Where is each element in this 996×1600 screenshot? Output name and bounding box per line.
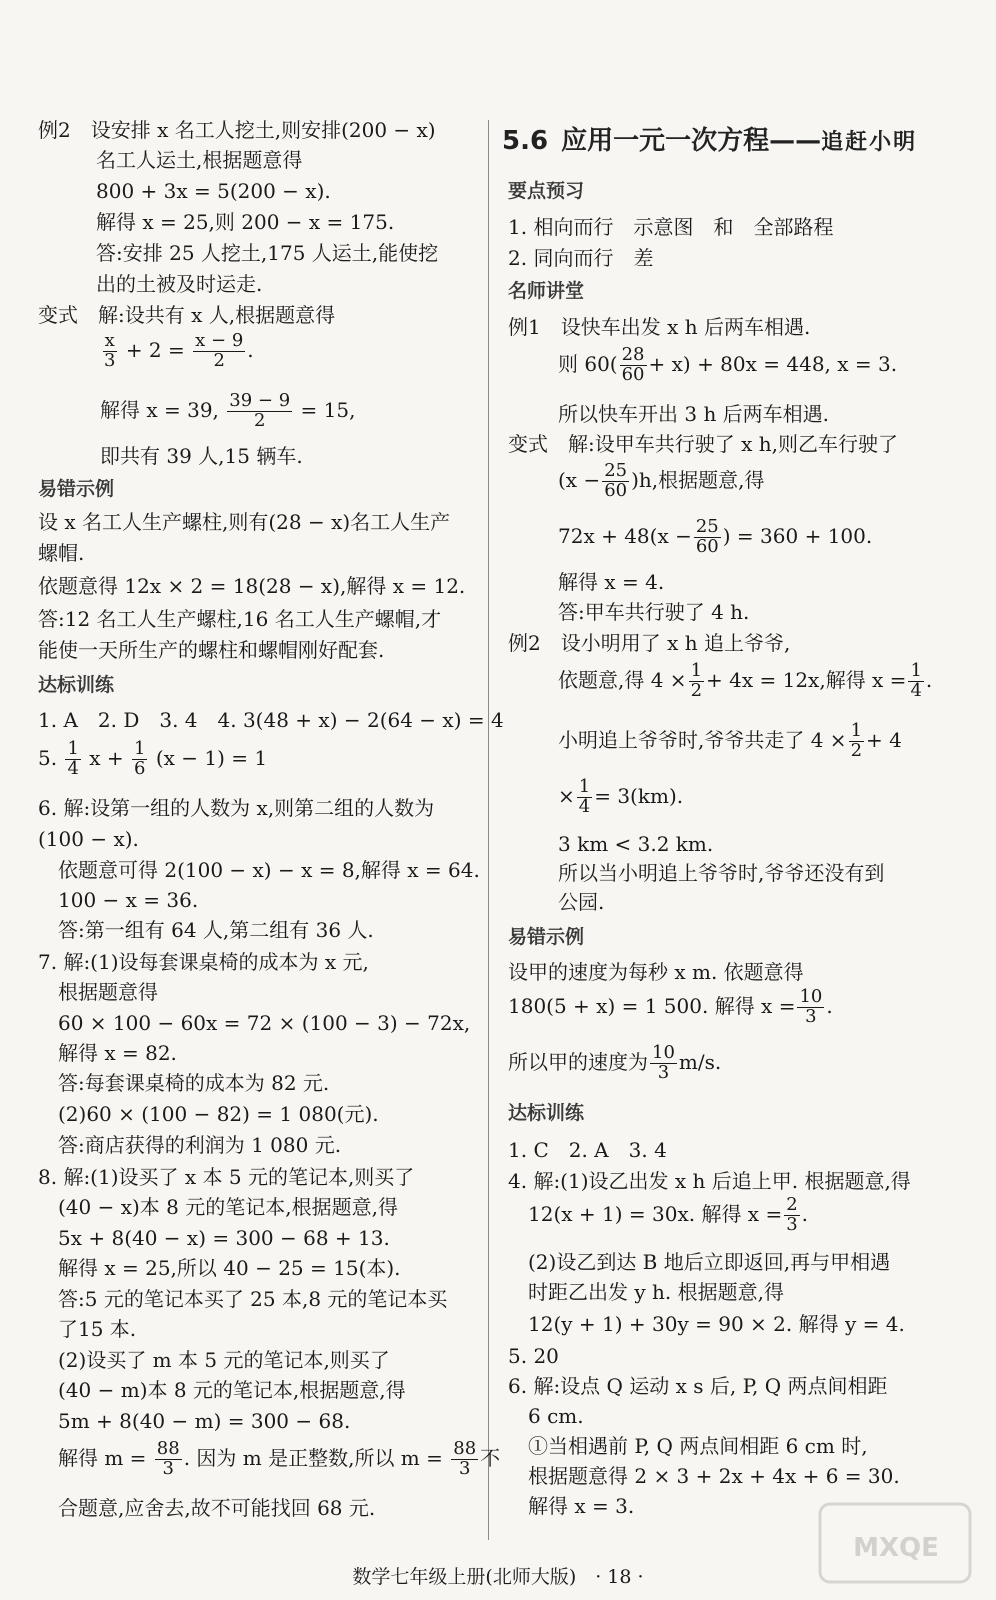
example2-line4: 解得 x = 25,则 200 − x = 175. [96, 210, 395, 234]
r-error-line1: 设甲的速度为每秒 x m. 依题意得 [508, 960, 804, 984]
preview-heading: 要点预习 [508, 180, 585, 202]
q7-line6: (2)60 × (100 − 82) = 1 080(元). [58, 1102, 379, 1126]
error-line3: 依题意得 12x × 2 = 18(28 − x),解得 x = 12. [38, 574, 466, 598]
q8-line5: 答:5 元的笔记本买了 25 本,8 元的笔记本买 [58, 1287, 448, 1311]
r-var-line4: 解得 x = 4. [558, 570, 665, 594]
r-ex2-line4: × $\frac{1}{4}$ = 3(km). [558, 776, 684, 817]
q8-solution: 解得 m = $\frac{88}{3}$ . 因为 m 是正整数,所以 m = $\frac{88}{3}$ 不 [58, 1438, 501, 1479]
preview-line1: 1. 相向而行 示意图 和 全部路程 [508, 215, 834, 239]
r-ex2-line3: 小明追上爷爷时,爷爷共走了 4 × $\frac{1}{2}$ + 4 [558, 720, 902, 761]
variant1-equation: $\frac{x}{3}$ + 2 = $\frac{x - 9}{2}$ . [104, 330, 254, 371]
example2-line5: 答:安排 25 人挖土,175 人运土,能使挖 [96, 241, 439, 265]
r-ex1-line1: 例1 设快车出发 x h 后两车相遇. [508, 315, 811, 339]
q6-line5: 答:第一组有 64 人,第二组有 36 人. [58, 918, 374, 942]
q7-line3: 60 × 100 − 60x = 72 × (100 − 3) − 72x, [58, 1011, 471, 1035]
q8-line7: (2)设买了 m 本 5 元的笔记本,则买了 [58, 1348, 390, 1372]
section-subtitle: 追赶小明 [821, 130, 918, 155]
q8-line8: (40 − m)本 8 元的笔记本,根据题意,得 [58, 1378, 406, 1402]
column-divider [488, 120, 489, 1540]
r-var-line5: 答:甲车共行驶了 4 h. [558, 600, 750, 624]
r-training-line7: 5. 20 [508, 1344, 559, 1368]
error-line4: 答:12 名工人生产螺柱,16 名工人生产螺帽,才 [38, 607, 442, 631]
q6-line4: 100 − x = 36. [58, 888, 199, 912]
training-answers-1-4: 1. A 2. D 3. 4 4. 3(48 + x) − 2(64 − x) = 4 [38, 708, 504, 732]
q8-line6: 了15 本. [58, 1317, 137, 1341]
section-main-title: 应用一元一次方程—— [561, 126, 822, 156]
section-title [502, 128, 917, 154]
q8-line1: 8. 解:(1)设买了 x 本 5 元的笔记本,则买了 [38, 1165, 415, 1189]
q7-line7: 答:商店获得的利润为 1 080 元. [58, 1133, 342, 1157]
q8-line2: (40 − x)本 8 元的笔记本,根据题意,得 [58, 1195, 398, 1219]
r-training-line8: 6. 解:设点 Q 运动 x s 后, P, Q 两点间相距 [508, 1374, 888, 1398]
training-heading: 达标训练 [38, 674, 115, 696]
example2-line1: 例2 设安排 x 名工人挖土,则安排(200 − x) [38, 118, 436, 142]
r-ex1-line3: 所以快车开出 3 h 后两车相遇. [558, 402, 830, 426]
r-training-heading: 达标训练 [508, 1102, 585, 1124]
r-error-line3: 所以甲的速度为 $\frac{10}{3}$ m/s. [508, 1042, 722, 1083]
variant1-line1: 变式 解:设共有 x 人,根据题意得 [38, 303, 336, 327]
q8-last: 合题意,应舍去,故不可能找回 68 元. [58, 1496, 376, 1520]
q7-line1: 7. 解:(1)设每套课桌椅的成本为 x 元, [38, 950, 369, 974]
r-ex2-line5: 3 km < 3.2 km. [558, 832, 714, 856]
r-training-line10: ①当相遇前 P, Q 两点间相距 6 cm 时, [528, 1434, 868, 1458]
q6-line2: (100 − x). [38, 827, 139, 851]
error-example-heading: 易错示例 [38, 478, 115, 500]
r-ex2-line7: 公园. [558, 890, 605, 914]
example2-line6: 出的土被及时运走. [96, 272, 263, 296]
r-var-line1: 变式 解:设甲车共行驶了 x h,则乙车行驶了 [508, 432, 898, 456]
r-var-line3: 72x + 48(x − $\frac{25}{60}$ ) = 360 + 100. [558, 516, 873, 557]
error-line2: 螺帽. [38, 541, 85, 565]
r-error-line2: 180(5 + x) = 1 500. 解得 x = $\frac{10}{3}$ . [508, 986, 833, 1027]
r-training-line5: 时距乙出发 y h. 根据题意,得 [528, 1280, 784, 1304]
svg-text:MXQE: MXQE [853, 1533, 939, 1563]
q8-line9: 5m + 8(40 − m) = 300 − 68. [58, 1409, 351, 1433]
example2-line2: 名工人运土,根据题意得 [96, 148, 303, 172]
r-training-line12: 解得 x = 3. [528, 1494, 635, 1518]
r-training-line9: 6 cm. [528, 1404, 584, 1428]
q6-line3: 依题意可得 2(100 − x) − x = 8,解得 x = 64. [58, 858, 480, 882]
q7-line2: 根据题意得 [58, 980, 158, 1004]
q7-line4: 解得 x = 82. [58, 1041, 177, 1065]
watermark-logo [816, 1498, 976, 1588]
example2-line3: 800 + 3x = 5(200 − x). [96, 179, 331, 203]
variant1-answer: 即共有 39 人,15 辆车. [100, 444, 303, 468]
q8-line3: 5x + 8(40 − x) = 300 − 68 + 13. [58, 1226, 390, 1250]
q6-line1: 6. 解:设第一组的人数为 x,则第二组的人数为 [38, 796, 435, 820]
r-training-line3: 12(x + 1) = 30x. 解得 x = $\frac{2}{3}$ . [528, 1194, 809, 1235]
r-var-line2: (x − $\frac{25}{60}$ )h,根据题意,得 [558, 460, 765, 501]
lecture-heading: 名师讲堂 [508, 280, 585, 302]
error-line1: 设 x 名工人生产螺柱,则有(28 − x)名工人生产 [38, 510, 451, 534]
r-training-line11: 根据题意得 2 × 3 + 2x + 4x + 6 = 30. [528, 1464, 900, 1488]
r-training-line1: 1. C 2. A 3. 4 [508, 1138, 667, 1162]
training-q5: 5. $\frac{1}{4}$ x + $\frac{1}{6}$ (x − 1) = 1 [38, 738, 268, 779]
r-error-heading: 易错示例 [508, 926, 585, 948]
variant1-solution: 解得 x = 39, $\frac{39 - 9}{2}$ = 15, [100, 390, 356, 431]
r-ex1-line2: 则 60( $\frac{28}{60}$ + x) + 80x = 448, x = 3. [558, 344, 898, 385]
page-footer: 数学七年级上册(北师大版) · 18 · [352, 1566, 644, 1588]
r-ex2-line2: 依题意,得 4 × $\frac{1}{2}$ + 4x = 12x,解得 x = $\frac{1}{4}$ . [558, 660, 933, 701]
r-ex2-line6: 所以当小明追上爷爷时,爷爷还没有到 [558, 861, 885, 885]
r-ex2-line1: 例2 设小明用了 x h 追上爷爷, [508, 631, 791, 655]
section-number: 5.6 [502, 126, 549, 156]
preview-line2: 2. 同向而行 差 [508, 246, 654, 270]
error-line5: 能使一天所生产的螺柱和螺帽刚好配套. [38, 638, 385, 662]
r-training-line4: (2)设乙到达 B 地后立即返回,再与甲相遇 [528, 1250, 891, 1274]
q7-line5: 答:每套课桌椅的成本为 82 元. [58, 1071, 330, 1095]
r-training-line6: 12(y + 1) + 30y = 90 × 2. 解得 y = 4. [528, 1312, 905, 1336]
q8-line4: 解得 x = 25,所以 40 − 25 = 15(本). [58, 1256, 401, 1280]
r-training-line2: 4. 解:(1)设乙出发 x h 后追上甲. 根据题意,得 [508, 1169, 911, 1193]
